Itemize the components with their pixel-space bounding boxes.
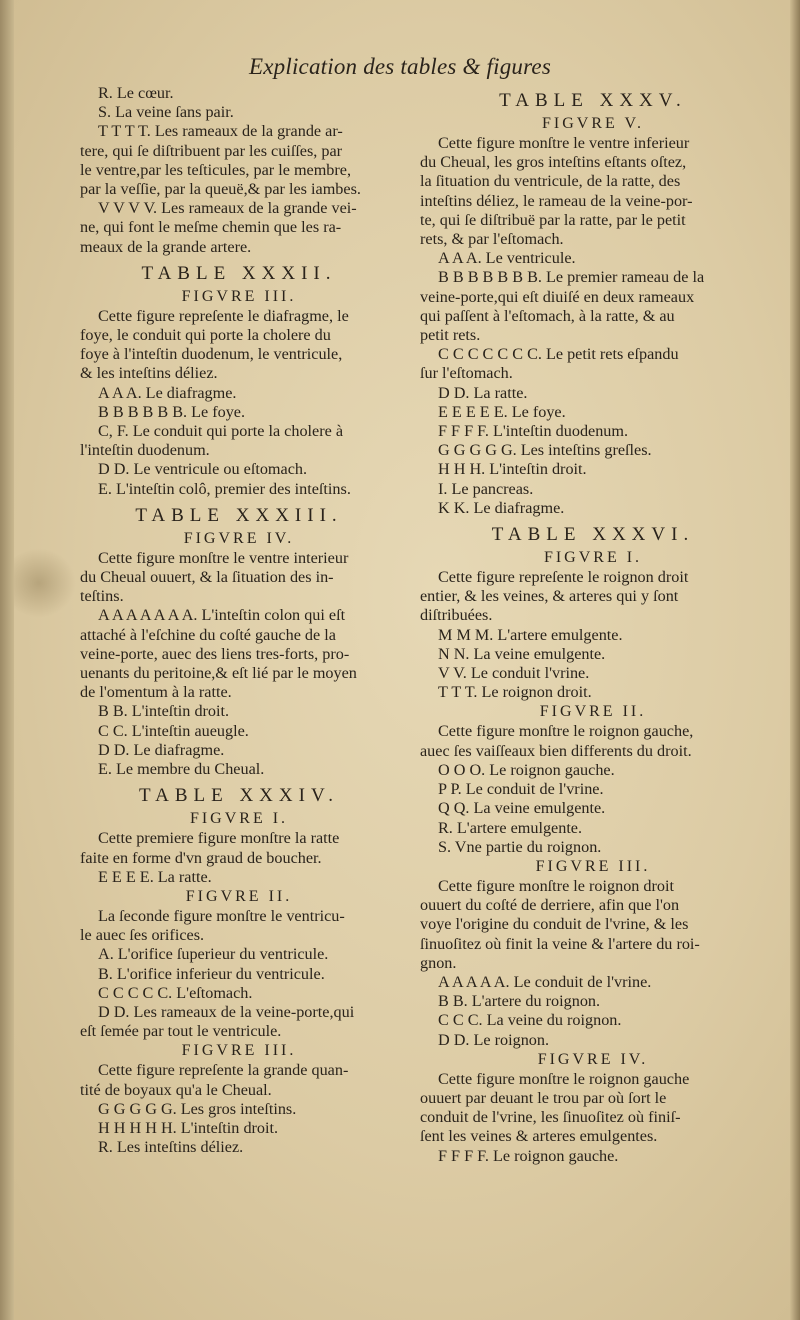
running-header: Explication des tables & figures [249, 54, 551, 79]
text-line: D D. La ratte. [438, 383, 528, 402]
text-line: E E E E E. Le foye. [438, 402, 566, 421]
text-line: Cette figure repreſente la grande quan- [98, 1061, 349, 1080]
figure-heading: FIGVRE III. [181, 1042, 297, 1060]
text-line: P P. Le conduit de l'vrine. [438, 780, 604, 799]
text-line: ſur l'eſtomach. [420, 364, 513, 383]
text-line: conduit de l'vrine, les ſinuoſitez où finiſ- [420, 1108, 681, 1127]
text-line: Cette figure monſtre le roignon gauche [438, 1069, 690, 1088]
text-line: T T T T. Les rameaux de la grande ar- [98, 122, 343, 141]
text-line: F F F F. Le roignon gauche. [438, 1146, 619, 1165]
text-line: Cette figure repreſente le diafragme, le [98, 306, 349, 325]
text-line: V V V V. Les rameaux de la grande vei- [98, 199, 357, 218]
text-line: D D. Le ventricule ou eſtomach. [98, 460, 308, 479]
text-line: B B B B B B B. Le premier rameau de la [438, 268, 705, 287]
text-line: foye à l'inteſtin duodenum, le ventricule, [80, 345, 343, 364]
text-line: Cette figure monſtre le ventre inferieur [438, 134, 690, 152]
text-line: E. Le membre du Cheual. [98, 760, 265, 779]
text-line: Q Q. La veine emulgente. [438, 799, 606, 818]
figure-heading: FIGVRE I. [189, 810, 289, 828]
text-line: auec ſes vaiſſeaux bien differents du droit. [420, 741, 692, 760]
text-line: veine-porte,qui eſt diuiſé en deux rameaux [420, 287, 695, 306]
text-line: qui paſſent à l'eſtomach, à la ratte, & au [420, 306, 675, 325]
text-line: de l'omentum à la ratte. [80, 683, 232, 702]
text-line: faite en forme d'vn graud de boucher. [80, 848, 322, 867]
text-line: C, F. Le conduit qui porte la cholere à [98, 422, 344, 441]
text-line: tere, qui ſe diſtribuent par les cuiſſes, par [80, 141, 343, 160]
table-heading: TABLE XXXIII. [135, 504, 343, 526]
figure-heading: FIGVRE II. [539, 703, 647, 721]
text-line: B B. L'artere du roignon. [438, 992, 601, 1011]
text-line: K K. Le diafragme. [438, 498, 565, 517]
text-line: Cette figure monſtre le roignon droit [438, 876, 675, 895]
text-line: ſinuoſitez où finit la veine & l'artere du roi- [420, 934, 700, 953]
text-line: R. Le cœur. [98, 84, 174, 102]
text-line: E. L'inteſtin colô, premier des inteſtins. [98, 479, 351, 498]
text-line: A A A A A. Le conduit de l'vrine. [438, 972, 652, 991]
text-line: voye l'origine du conduit de l'vrine, & les [420, 915, 689, 934]
text-line: A A A. Le diafragme. [98, 383, 237, 402]
text-line: teſtins. [80, 587, 124, 606]
text-line: Cette figure monſtre le ventre interieur [98, 548, 349, 567]
text-line: uenants du peritoine,& eſt lié par le moyen [80, 664, 357, 683]
page-left-edge [0, 0, 14, 1320]
figure-heading: FIGVRE III. [181, 287, 297, 305]
text-line: eſt ſemée par tout le ventricule. [80, 1022, 282, 1041]
text-line: ſent les veines & arteres emulgentes. [420, 1127, 658, 1146]
table-heading: TABLE XXXIV. [139, 785, 339, 807]
figure-heading: FIGVRE IV. [537, 1050, 649, 1068]
text-line: foye, le conduit qui porte la cholere du [80, 326, 331, 345]
text-line: B B. L'inteſtin droit. [98, 702, 230, 721]
text-line: la ſituation du ventricule, de la ratte, des [420, 172, 681, 191]
text-line: F F F F. L'inteſtin duodenum. [438, 422, 629, 441]
text-line: E E E E. La ratte. [98, 867, 212, 886]
text-line: T T T. Le roignon droit. [438, 683, 592, 702]
text-line: ouuert du coſté de derriere, afin que l'on [420, 896, 680, 915]
text-line: C C C C C. L'eſtomach. [98, 983, 253, 1002]
text-line: entier, & les veines, & arteres qui y ſont [420, 587, 679, 606]
text-line: D D. Le diafragme. [98, 740, 225, 759]
text-line: M M M. L'artere emulgente. [438, 625, 623, 644]
paper-stain [14, 548, 76, 618]
text-line: H H H. L'inteſtin droit. [438, 460, 587, 479]
text-line: & les inteſtins déliez. [80, 364, 218, 383]
text-line: rets, & par l'eſtomach. [420, 230, 564, 249]
text-line: A. L'orifice ſuperieur du ventricule. [98, 945, 329, 964]
text-line: Cette figure repreſente le roignon droit [438, 568, 689, 587]
table-heading: TABLE XXXII. [141, 262, 337, 284]
text-line: N N. La veine emulgente. [438, 644, 606, 663]
text-line: A A A A A A A. L'inteſtin colon qui eſt [98, 606, 346, 625]
text-line: D D. Les rameaux de la veine-porte,qui [98, 1002, 355, 1021]
text-line: le ventre,par les teſticules, par le membre, [80, 160, 352, 179]
text-line: ne, qui font le meſme chemin que les ra- [80, 218, 342, 237]
text-line: G G G G G. Les gros inteſtins. [98, 1099, 297, 1118]
text-line: meaux de la grande artere. [80, 237, 252, 256]
text-line: inteſtins déliez, le rameau de la veine-por- [420, 191, 693, 210]
figure-heading: FIGVRE III. [535, 857, 651, 875]
text-line: R. L'artere emulgente. [438, 818, 583, 837]
text-line: V V. Le conduit l'vrine. [438, 664, 590, 683]
text-line: O O O. Le roignon gauche. [438, 760, 615, 779]
text-line: G G G G G. Les inteſtins greſles. [438, 441, 652, 460]
text-line: diſtribuées. [420, 606, 493, 625]
text-line: par la veſſie, par la queuë,& par les iambes. [80, 180, 361, 199]
text-line: S. Vne partie du roignon. [438, 837, 602, 856]
text-line: tité de boyaux qu'a le Cheual. [80, 1080, 272, 1099]
text-line: attaché à l'eſchine du coſté gauche de la [80, 625, 336, 644]
text-line: l'inteſtin duodenum. [80, 441, 210, 460]
text-line: gnon. [420, 953, 457, 972]
text-line: La ſeconde figure monſtre le ventricu- [98, 906, 345, 925]
text-line: te, qui ſe diſtribuë par la ratte, par le petit [420, 210, 686, 229]
text-line: C C. L'inteſtin aueugle. [98, 721, 249, 740]
text-line: S. La veine ſans pair. [98, 103, 234, 122]
text-line: le auec ſes orifices. [80, 926, 205, 945]
text-line: R. Les inteſtins déliez. [98, 1138, 244, 1157]
page-right-edge [790, 0, 800, 1320]
text-line: D D. Le roignon. [438, 1030, 550, 1049]
right-text-column [420, 84, 766, 1166]
figure-heading: FIGVRE V. [542, 115, 644, 132]
text-line: H H H H H. L'inteſtin droit. [98, 1118, 279, 1137]
figure-heading: FIGVRE I. [543, 549, 643, 567]
text-line: A A A. Le ventricule. [438, 249, 576, 268]
text-line: B. L'orifice inferieur du ventricule. [98, 964, 325, 983]
text-line: I. Le pancreas. [438, 479, 534, 498]
text-line: Cette figure monſtre le roignon gauche, [438, 722, 694, 741]
text-line: C C C. La veine du roignon. [438, 1011, 622, 1030]
text-line: du Cheual, les gros inteſtins eſtants oſtez, [420, 153, 687, 172]
text-line: petit rets. [420, 326, 481, 345]
left-text-column [80, 84, 398, 1157]
figure-heading: FIGVRE IV. [183, 529, 295, 547]
figure-heading: FIGVRE II. [185, 887, 293, 905]
table-heading: TABLE XXXVI. [491, 524, 695, 546]
text-line: du Cheual ouuert, & la ſituation des in- [80, 568, 334, 587]
table-heading: TABLE XXXV. [499, 90, 687, 111]
text-line: veine-porte, auec des liens tres-forts, pro- [80, 644, 350, 663]
text-line: ouuert par deuant le trou par où ſort le [420, 1088, 667, 1107]
text-line: B B B B B B. Le foye. [98, 402, 246, 421]
text-line: C C C C C C C. Le petit rets eſpandu [438, 345, 679, 364]
text-line: Cette premiere figure monſtre la ratte [98, 829, 340, 848]
